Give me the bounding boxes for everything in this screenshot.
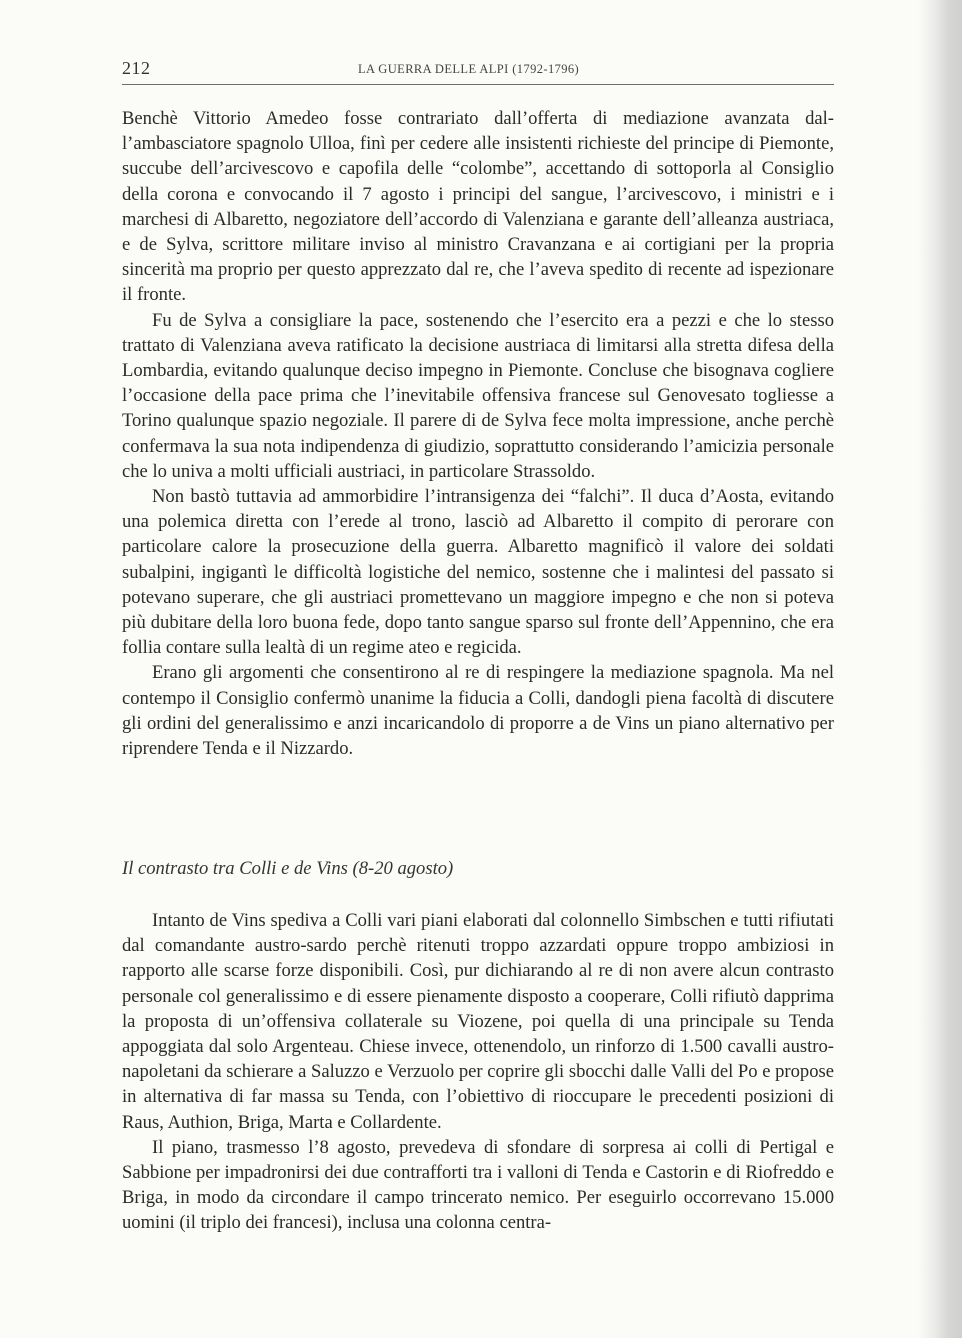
paragraph: Benchè Vittorio Amedeo fosse contrariato dall’offerta di mediazione avanzata dall’ambasciatore spagnolo Ulloa, finì per cedere alle insistenti richieste del principe di Piemonte, succube dell’arcivescovo e capofila delle “colombe”, accettando di sottoporla al Consiglio della corona e convocando il 7 agosto i principi del sangue, l’arcivescovo, i ministri e i marchesi di Albaretto, negoziatore dell’accordo di Valenziana e garante dell’alleanza austriaca, e de Sylva, scrittore militare inviso al ministro Cravanzana e ai cortigiani per la propria sincerità ma proprio per questo apprezzato dal re, che l’aveva spedito di recente ad ispezionare il fronte. bbox=[122, 108, 834, 306]
paragraph: Fu de Sylva a consigliare la pace, sostenendo che l’esercito era a pezzi e che lo stesso trattato di Valenziana aveva ratificato la decisione austriaca di limitarsi alla stretta difesa della Lombardia, evitando qualunque deciso impegno in Piemonte. Concluse che bisognava cogliere l’occasione della pace prima che l’inevitabile offensiva francese sul Genovesato togliesse a Torino qualunque spazio negoziale. Il parere di de Sylva fece molta impressione, anche perchè confermava la sua nota indipendenza di giudizio, soprattutto considerando l’amicizia personale che lo univa a molti ufficiali austriaci, in particolare Strassoldo. bbox=[122, 309, 834, 482]
section-heading: Il contrasto tra Colli e de Vins (8-20 agosto) bbox=[122, 858, 454, 879]
paragraph: Erano gli argomenti che consentirono al re di respingere la mediazione spagnola. Ma nel contempo il Consiglio confermò unanime la fiducia a Colli, dandogli piena facoltà di discutere gli ordini del generalissimo e anzi incaricandolo di proporre a de Vins un piano alternativo per riprendere Tenda e il Nizzardo. bbox=[122, 662, 834, 760]
page-gutter-shadow bbox=[918, 0, 962, 1338]
body-text-section-1 bbox=[122, 106, 834, 761]
paragraph: Non bastò tuttavia ad ammorbidire l’intransigenza dei “falchi”. Il duca d’Aosta, evitando una polemica diretta con l’erede al trono, lasciò ad Albaretto il compito di perorare con particolare calore la prosecuzione della guerra. Albaretto magnificò il valore dei soldati subalpini, ingigantì le difficoltà logistiche del nemico, sostenne che i malintesi del passato si potevano superare, che gli austriaci promettevano un maggiore impegno e che non si poteva più dubitare della loro buona fede, dopo tanto sangue sparso sul fronte dell’Appennino, che era follia contare sulla lealtà di un regime ateo e regicida. bbox=[122, 486, 834, 659]
paragraph: Il piano, trasmesso l’8 agosto, prevedeva di sfondare di sorpresa ai colli di Pertigal e Sabbione per impadronirsi dei due contrafforti tra i valloni di Tenda e Castorin e di Riofreddo e Briga, in modo da circondare il campo trincerato nemico. Per eseguirlo occorrevano 15.000 uomini (il triplo dei francesi), inclusa una colonna centra- bbox=[122, 1136, 834, 1234]
body-text-section-2 bbox=[122, 908, 834, 1236]
running-title: LA GUERRA DELLE ALPI (1792-1796) bbox=[358, 62, 580, 76]
page-header bbox=[122, 58, 834, 82]
page-number: 212 bbox=[122, 58, 151, 78]
header-rule bbox=[122, 84, 834, 85]
paragraph: Intanto de Vins spediva a Colli vari piani elaborati dal colonnello Simbschen e tutti rifiutati dal comandante austro-sardo perchè ritenuti troppo azzardati oppure troppo ambiziosi in rapporto alle scarse forze disponibili. Così, pur dichiarando al re di non avere alcun contrasto personale col generalissimo e di essere pienamente disposto a cooperare, Colli rifiutò dapprima la proposta di un’offensiva collaterale su Viozene, poi quella di una principale su Tenda appoggiata dal solo Argenteau. Chiese invece, ottenendolo, un rinforzo di 1.500 cavalli austro-napoletani da schierare a Saluzzo e Verzuolo per coprire gli sbocchi dalle Valli del Po e propose in alternativa di far massa su Tenda, con l’obiettivo di rioccupare le precedenti posizioni di Raus, Authion, Briga, Marta e Collardente. bbox=[122, 910, 834, 1133]
